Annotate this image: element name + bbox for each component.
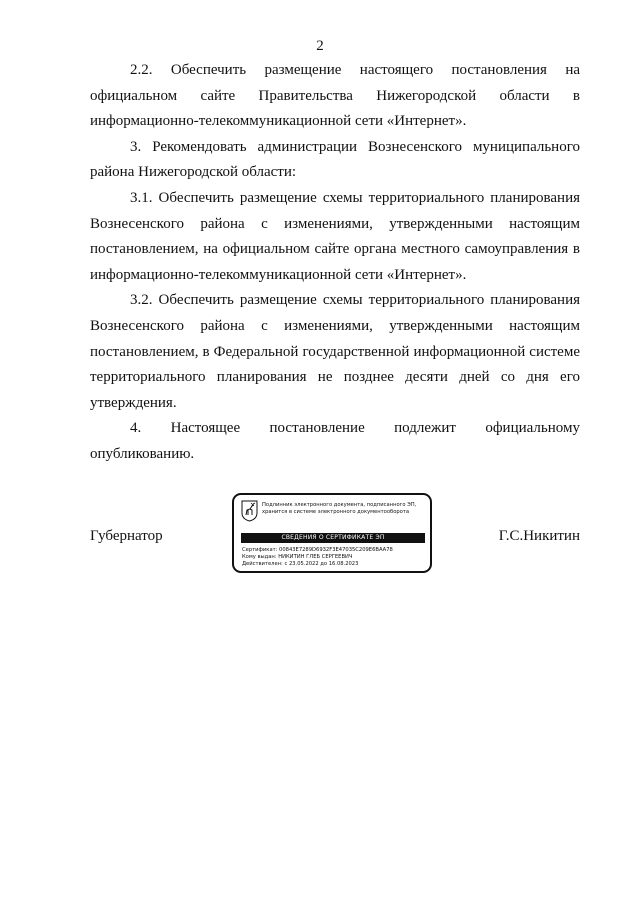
stamp-certificate-label: Сертификат: xyxy=(242,547,278,553)
paragraph-2-2: 2.2. Обеспечить размещение настоящего постановления на официальном сайте Правительства Нижегородской области в информационно-телекоммуникационной сети «Интернет». xyxy=(90,62,580,130)
stamp-note-line: Подлинник электронного документа, подписанного ЭП, xyxy=(262,502,417,508)
stamp-header: СВЕДЕНИЯ О СЕРТИФИКАТЕ ЭП xyxy=(241,533,425,543)
stamp-issued-to-value: НИКИТИН ГЛЕБ СЕРГЕЕВИЧ xyxy=(278,554,353,560)
stamp-issued-to-row xyxy=(242,554,430,561)
nizhny-novgorod-deer-emblem-icon xyxy=(241,500,258,522)
stamp-valid-value: с 23.05.2022 до 16.08.2023 xyxy=(284,561,359,567)
stamp-note xyxy=(262,502,430,516)
paragraph-3-2: 3.2. Обеспечить размещение схемы территориального планирования Вознесенского района с изменениями, утвержденными настоящим постановлением, в Федеральной государственной информационной системе территориального планирования не позднее десяти дней со дня его утверждения. xyxy=(90,292,580,411)
signer-title: Губернатор xyxy=(90,528,163,544)
stamp-valid-row xyxy=(242,561,430,568)
signer-name: Г.С.Никитин xyxy=(498,528,580,544)
stamp-details xyxy=(242,547,430,568)
stamp-issued-to-label: Кому выдан: xyxy=(242,554,277,560)
paragraph-4: 4. Настоящее постановление подлежит официальному опубликованию. xyxy=(90,420,580,462)
signature-block xyxy=(0,493,640,583)
stamp-certificate-row xyxy=(242,547,430,554)
electronic-signature-stamp xyxy=(232,493,432,573)
stamp-note-line: хранится в системе электронного документооборота xyxy=(262,509,410,515)
paragraph-3: 3. Рекомендовать администрации Вознесенского муниципального района Нижегородской области: xyxy=(90,138,580,181)
stamp-valid-label: Действителен: xyxy=(242,561,283,567)
page-number: 2 xyxy=(316,38,324,54)
paragraph-3-1: 3.1. Обеспечить размещение схемы территориального планирования Вознесенского района с изменениями, утвержденными настоящим постановлением, на официальном сайте органа местного самоуправления в информационно-телекоммуникационной сети «Интернет». xyxy=(90,189,580,283)
document-body xyxy=(90,58,580,468)
stamp-certificate-value: 00843E7289D6932F3E47035C209E6BAA78 xyxy=(279,547,393,553)
